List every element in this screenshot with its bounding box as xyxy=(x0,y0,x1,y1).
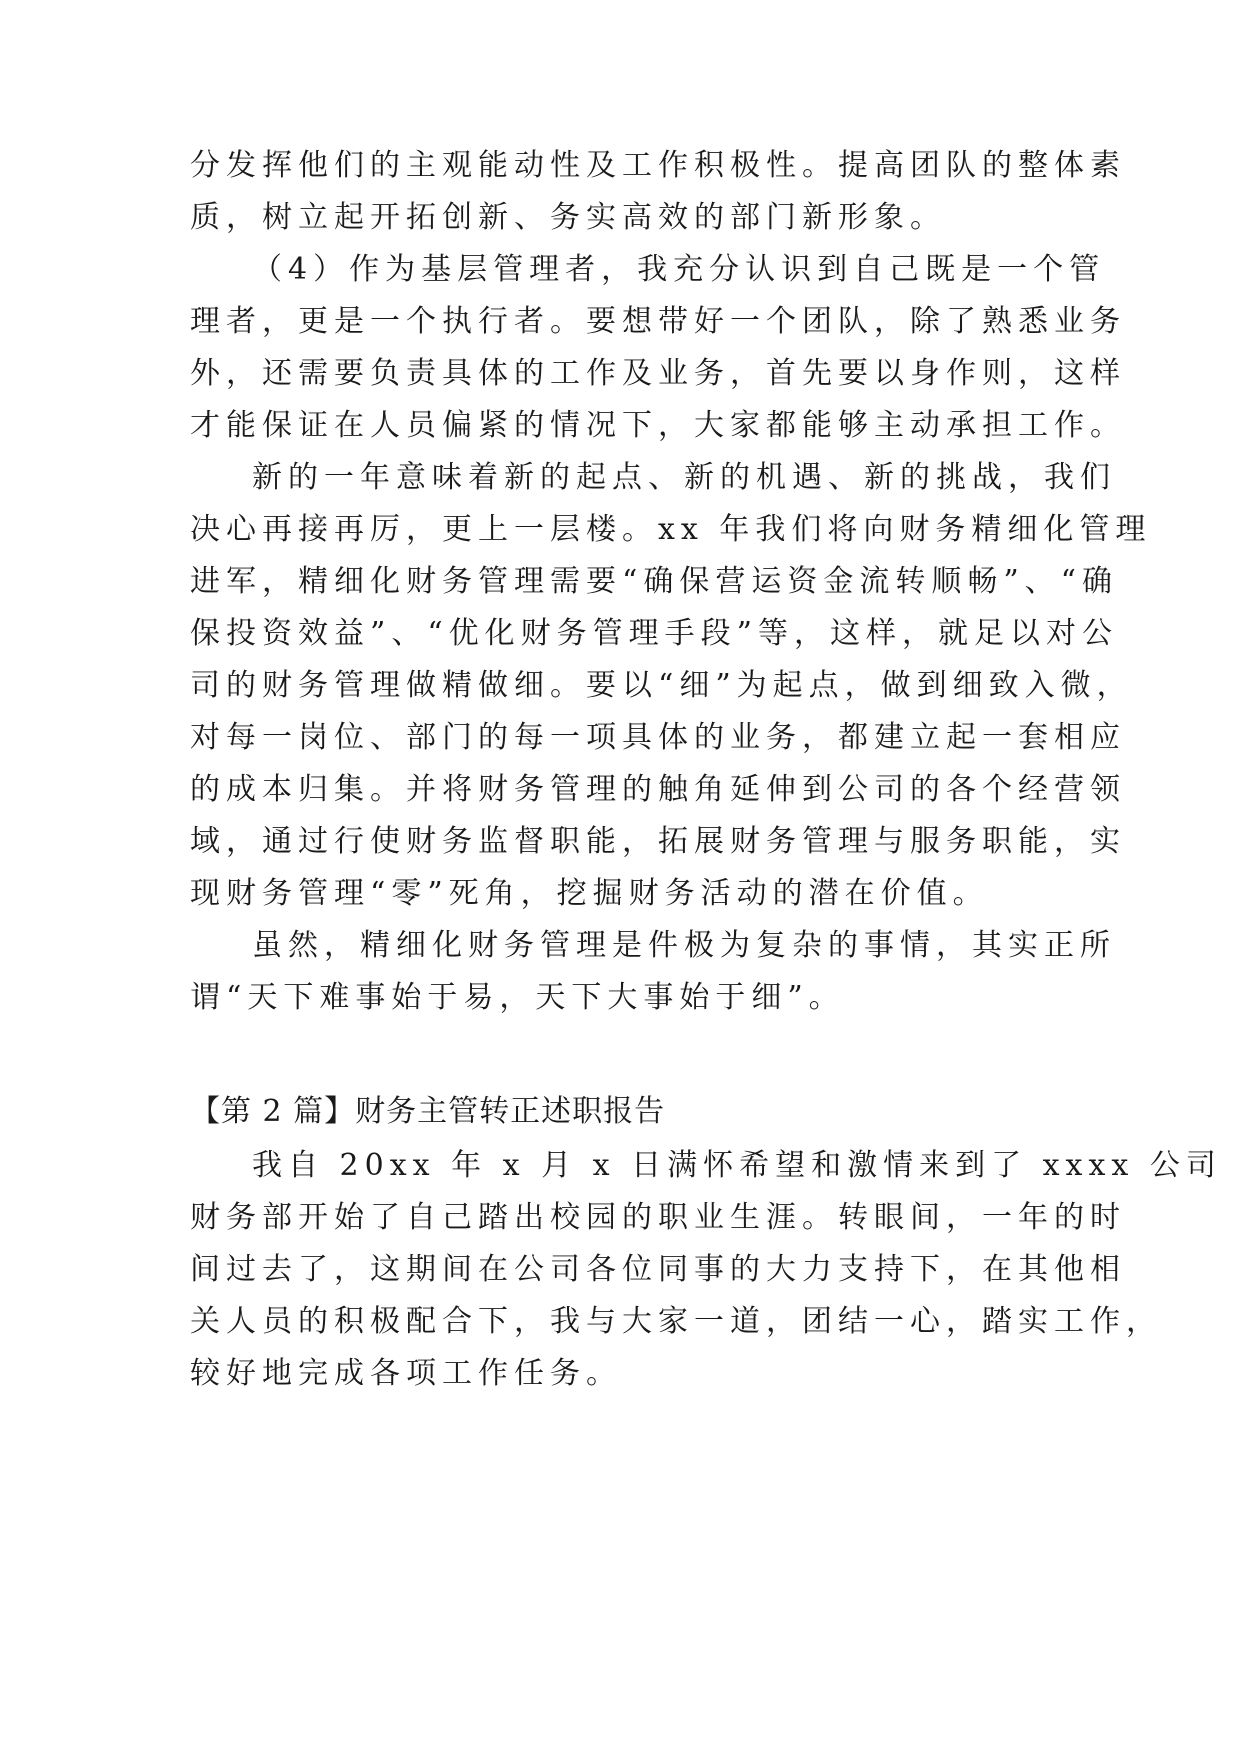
paragraph-line: 司的财务管理做精做细。要以“细”为起点，做到细致入微， xyxy=(190,668,1133,703)
paragraph-line: 我自 20xx 年 x 月 x 日满怀希望和激情来到了 xxxx 公司 xyxy=(252,1148,1222,1183)
paragraph-line: 进军，精细化财务管理需要“确保营运资金流转顺畅”、“确 xyxy=(190,564,1119,599)
paragraph-line: 决心再接再厉，更上一层楼。xx 年我们将向财务精细化管理 xyxy=(190,512,1152,547)
paragraph-line: 的成本归集。并将财务管理的触角延伸到公司的各个经营领 xyxy=(190,772,1126,807)
paragraph-line: 财务部开始了自己踏出校园的职业生涯。转眼间，一年的时 xyxy=(190,1200,1126,1235)
paragraph-line: 关人员的积极配合下，我与大家一道，团结一心，踏实工作， xyxy=(190,1304,1162,1339)
paragraph-line: 虽然，精细化财务管理是件极为复杂的事情，其实正所 xyxy=(252,928,1116,963)
paragraph-line: 现财务管理“零”死角，挖掘财务活动的潜在价值。 xyxy=(190,876,989,911)
paragraph-line: 新的一年意味着新的起点、新的机遇、新的挑战，我们 xyxy=(252,460,1116,495)
section-heading: 【第 2 篇】财务主管转正述职报告 xyxy=(190,1094,666,1129)
paragraph-line: （4）作为基层管理者，我充分认识到自己既是一个管 xyxy=(252,252,1106,287)
paragraph-line: 外，还需要负责具体的工作及业务，首先要以身作则，这样 xyxy=(190,356,1126,391)
paragraph-line: 对每一岗位、部门的每一项具体的业务，都建立起一套相应 xyxy=(190,720,1126,755)
paragraph-line: 谓“天下难事始于易，天下大事始于细”。 xyxy=(190,980,845,1015)
paragraph-line: 分发挥他们的主观能动性及工作积极性。提高团队的整体素 xyxy=(190,148,1126,183)
paragraph-line: 较好地完成各项工作任务。 xyxy=(190,1356,622,1391)
paragraph-line: 域，通过行使财务监督职能，拓展财务管理与服务职能，实 xyxy=(190,824,1126,859)
paragraph-line: 保投资效益”、“优化财务管理手段”等，这样，就足以对公 xyxy=(190,616,1119,651)
paragraph-line: 理者，更是一个执行者。要想带好一个团队，除了熟悉业务 xyxy=(190,304,1126,339)
paragraph-line: 才能保证在人员偏紧的情况下，大家都能够主动承担工作。 xyxy=(190,408,1126,443)
paragraph-line: 间过去了，这期间在公司各位同事的大力支持下，在其他相 xyxy=(190,1252,1126,1287)
paragraph-line: 质，树立起开拓创新、务实高效的部门新形象。 xyxy=(190,200,946,235)
